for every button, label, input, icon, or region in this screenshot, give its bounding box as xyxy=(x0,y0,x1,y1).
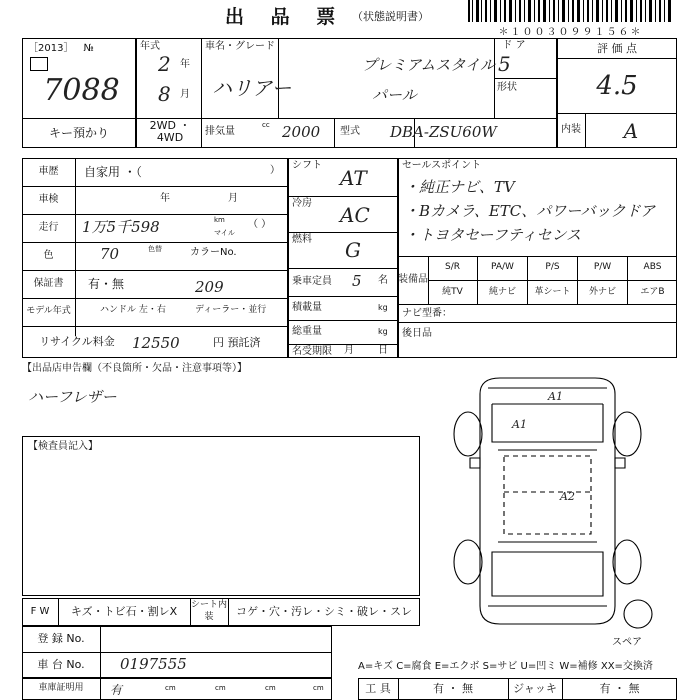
history-label: 車歴 xyxy=(38,165,59,177)
svg-text:A1: A1 xyxy=(548,390,563,403)
seat-label: シート内装 xyxy=(190,600,227,622)
history-paren: ） xyxy=(270,165,280,176)
remarks-value: ハーフレザー xyxy=(28,388,117,406)
dealer-label: ディーラー・並行 xyxy=(195,305,267,315)
tire-unit-4: cm xyxy=(313,684,324,692)
fw-items: キズ・トビ石・割レX xyxy=(70,605,178,619)
inspection-month-unit: 月 xyxy=(228,193,238,204)
equip-abs: ABS xyxy=(643,262,662,273)
remarks-label: 【出品店申告欄（不良箇所・欠品・注意事項等）】 xyxy=(22,362,247,374)
chassis-label: 車 台 No. xyxy=(37,658,85,672)
shift-label: シフト xyxy=(292,159,322,171)
cert-label: 車庫証明用 xyxy=(38,683,84,694)
model-label: 型式 xyxy=(340,125,360,137)
shift-value: AT xyxy=(340,166,367,190)
mileage-value: 1万5千598 xyxy=(82,218,160,236)
warranty-value2: 209 xyxy=(195,278,224,296)
mileage-paren: （ ） xyxy=(248,219,272,230)
spare-label: スペア xyxy=(612,637,642,648)
color-label: 色 xyxy=(43,249,54,261)
color-no-label: カラーNo. xyxy=(190,247,237,258)
car-name-value: ハリアー xyxy=(212,76,292,100)
score-value: 4.5 xyxy=(596,70,638,101)
lot-no-label: № xyxy=(83,42,94,54)
tools-label: 工 具 xyxy=(365,682,391,696)
displacement-label: 排気量 xyxy=(205,125,235,137)
gross-label: 総重量 xyxy=(292,325,322,337)
equip-sr: S/R xyxy=(428,256,478,280)
sales-point-line-1: ・純正ナビ、TV xyxy=(404,178,515,196)
expiry-label: 名受期限 xyxy=(292,345,332,357)
year-value-top: 2 xyxy=(158,52,171,76)
key-note: キー預かり xyxy=(48,125,109,140)
page-title: 出 品 票 xyxy=(225,6,346,28)
history-value: 自家用 ・（ xyxy=(84,164,142,179)
expiry-day: 日 xyxy=(378,345,388,356)
fw-label: F W xyxy=(30,605,50,617)
ac-label: 冷房 xyxy=(292,197,312,209)
chassis-value: 0197555 xyxy=(120,655,187,673)
model-year-label: モデル年式 xyxy=(26,306,71,317)
navi-model-label: ナビ型番： xyxy=(402,307,452,319)
svg-text:A2: A2 xyxy=(560,490,575,503)
handle-label: ハンドル 左・右 xyxy=(100,305,166,315)
equip-leather: 革シート xyxy=(528,281,578,304)
inspection-year-unit: 年 xyxy=(160,193,170,204)
equip-paw: PA/W xyxy=(478,256,528,280)
grade-value-2: パール xyxy=(372,86,417,104)
inspection-label: 車検 xyxy=(38,193,59,205)
color-change-label: 色替 xyxy=(148,245,162,253)
reg-no-label: 登 録 No. xyxy=(37,632,85,646)
shape-label: 形状 xyxy=(497,81,517,93)
ac-value: AC xyxy=(340,203,370,227)
tire-unit-2: cm xyxy=(215,684,226,692)
displacement-value: 2000 xyxy=(282,123,321,141)
mileage-mile-unit: マイル xyxy=(214,229,235,237)
sales-points-label: セールスポイント xyxy=(402,160,482,172)
svg-text:A1: A1 xyxy=(512,418,527,431)
jack-value: 有 ・ 無 xyxy=(599,682,640,696)
year-label: 年式 xyxy=(140,40,160,52)
equip-tv: 純TV xyxy=(428,281,478,304)
expiry-month: 月 xyxy=(344,345,354,356)
displacement-unit: cc xyxy=(262,121,270,129)
sales-point-line-2: ・Bカメラ、ETC、パワーバックドア xyxy=(404,202,656,220)
seat-items: コゲ・穴・汚レ・シミ・破レ・スレ xyxy=(236,605,412,619)
drive-label: 2WD ・ 4WD xyxy=(149,119,191,144)
equipment-grid xyxy=(428,256,677,304)
interior-label: 内装 xyxy=(561,124,581,136)
barcode-number: ＊１００３０９９１５６＊ xyxy=(498,27,643,38)
cert-value: 有 xyxy=(110,683,123,697)
lot-prefix-box xyxy=(30,57,48,71)
load-unit: kg xyxy=(378,303,388,312)
equip-outer-navi: 外ナビ xyxy=(578,281,628,304)
inspector-label: 【検査員記入】 xyxy=(28,440,98,452)
year-unit-bottom: 月 xyxy=(180,89,190,100)
later-item-label: 後日品 xyxy=(402,327,432,339)
mileage-label: 走行 xyxy=(38,221,59,233)
recycle-unit: 円 預託済 xyxy=(213,336,261,349)
color-value: 70 xyxy=(100,245,120,263)
fuel-label: 燃料 xyxy=(292,233,312,245)
capacity-label: 乗車定員 xyxy=(292,275,332,287)
model-value: DBA-ZSU60W xyxy=(390,123,497,141)
equip-ps: P/S xyxy=(528,256,578,280)
warranty-label: 保証書 xyxy=(33,277,64,289)
year-value-bottom: 8 xyxy=(158,82,171,106)
capacity-unit: 名 xyxy=(378,275,388,286)
recycle-label: リサイクル料金 xyxy=(39,335,115,349)
damage-codes: A=キズ C=腐食 E=エクボ S=サビ U=凹ミ W=補修 XX=交換済 xyxy=(358,661,653,672)
fuel-value: G xyxy=(345,238,361,262)
load-label: 積載量 xyxy=(292,301,322,313)
mileage-km-unit: km xyxy=(214,216,225,224)
door-value: 5 xyxy=(498,52,511,76)
equip-navi: 純ナビ xyxy=(478,281,528,304)
grade-value-1: プレミアムスタイル xyxy=(362,56,496,74)
jack-label: ジャッキ xyxy=(513,682,557,696)
equip-airbag: エアB xyxy=(640,286,665,297)
door-label: ド ア xyxy=(502,39,526,51)
page-subtitle: （状態説明書） xyxy=(352,10,429,23)
equip-pw: P/W xyxy=(578,256,628,280)
tools-value: 有 ・ 無 xyxy=(433,682,473,696)
year-unit-top: 年 xyxy=(180,59,190,70)
car-name-label: 車名・グレード xyxy=(205,40,275,52)
warranty-value: 有・無 xyxy=(88,277,125,291)
lot-year-label: ［2013］ № xyxy=(28,42,94,54)
sales-point-line-3: ・トヨタセーフティセンス xyxy=(404,226,582,244)
score-label: 評 価 点 xyxy=(597,42,637,56)
interior-value: A xyxy=(623,118,639,143)
capacity-value: 5 xyxy=(352,272,362,290)
equipment-label: 装備品 xyxy=(398,274,428,285)
car-diagram xyxy=(420,366,677,636)
recycle-value: 12550 xyxy=(132,334,180,352)
tire-unit-3: cm xyxy=(265,684,276,692)
lot-number: 7088 xyxy=(43,72,120,108)
inspector-box xyxy=(22,436,420,596)
barcode xyxy=(468,0,673,22)
tire-unit-1: cm xyxy=(165,684,176,692)
gross-unit: kg xyxy=(378,327,388,336)
